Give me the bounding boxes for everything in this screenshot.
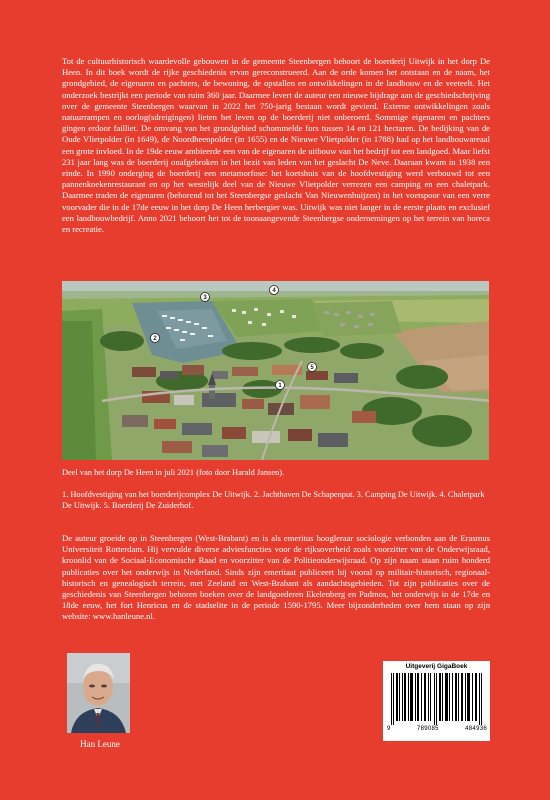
marker-3: 3 [203,295,207,302]
publisher-label: Uitgeverij GigaBoek [405,663,468,670]
isbn-group-2: 484936 [465,726,487,732]
author-bio: De auteur groeide op in Steenbergen (West-Brabant) en is als emeritus hoogleraar sociologie verbonden aan de Erasmus Universiteit Rotterdam. Hij vervulde diverse adviesfuncties voor de rijksoverheid zoals voorzitter van de Onderwijsraad, kroonlid van de Sociaal-Economische Raad en voorzitter van de Politieonderwijsraad. Op zijn naam staan ruim honderd publicaties over het onderwijs in Nederland. Sinds zijn emeritaat publiceert hij vooral op militair-historisch, regionaal-historisch en genealogisch terrein, met Zeeland en West-Brabant als aandachtsgebieden. Tot zijn publicaties over de geschiedenis van Steenbergen behoren boeken over de landgoederen Ekelenberg en Padmos, het onderwijs in de 17de en 18de eeuw, het fort Henricus en de stadselite in de periode 1590-1795. Meer bijzonderheden over hem staan op zijn website: www.hanleune.nl. [62,533,490,622]
aerial-photo [62,281,489,460]
isbn-group-1: 789085 [416,726,439,732]
marker-2: 2 [153,336,157,343]
photo-caption: Deel van het dorp De Heen in juli 2021 (foto door Harald Jansen). [62,468,285,477]
book-blurb: Tot de cultuurhistorisch waardevolle gebouwen in de gemeente Steenbergen behoort de boerderij Uitwijk in het dorp De Heen. In dit boek wordt de rijke geschiedenis ervan gereconstrueerd. Aan de orde komen het ontstaan en de naam, het grondgebied, de eigenaren en pachters, de bewoning, de opstallen en ontwikkelingen in de landbouw en de veeteelt. Het onderzoek bestrijkt een periode van ruim 360 jaar. Daarmee levert de auteur een nieuwe bijdrage aan de geschiedschrijving over de gemeente Steenbergen waarvan in 2022 het 750-jarig bestaan wordt gevierd. Externe ontwikkelingen zoals natuurrampen en oorlog(sdreigingen) lieten het leven op de boerderij niet onberoerd. Sommige eigenaren en pachters gingen erdoor failliet. De omvang van het grondgebied schommelde fors tussen 14 en 121 hectaren. De bedijking van de Oude Vlietpolder (in 1649), de Noordheenpolder (in 1655) en de Nieuwe Vlietpolder (in 1788) had op het landbouwareaal een grote invloed. In de 19de eeuw ambieerde een van de eigenaren de uitbouw van het bedrijf tot een landgoed. Maar liefst 231 jaar lang was de boerderij onafgebroken in het bezit van leden van het geslacht De Neve. Daaraan kwam in 1938 een einde. In 1990 onderging de boerderij een metamorfose: het koetshuis van de hoofdvestiging werd verbouwd tot een pannenkoekenrestaurant en op het westelijk deel van de Nieuwe Vlietpolder verrezen een camping en een chaletpark. Daarmee traden de eigenaren (behorend tot het Steenbergse geslacht Van Nieuwenhuijzen) in het voetspoor van een verre voorvader die in de 17de eeuw in het dorp De Heen herbergier was. Uitwijk was niet langer in de eerste plaats en exclusief een landbouwbedrijf. Anno 2021 behoort het tot de toonaangevende Steenbergse ondernemingen op het terrein van horeca en recreatie. [62,56,490,235]
author-portrait [67,653,130,733]
marker-4: 4 [272,288,276,295]
marker-1: 1 [278,383,282,390]
barcode-bars [389,673,484,725]
isbn-number [387,726,487,732]
photo-legend: 1. Hoofdvestiging van het boerderijcomplex De Uitwijk. 2. Jachthaven De Schapenput. 3. Camping De Uitwijk. 4. Chaletpark De Uitwijk. 5. Boerderij De Zuiderhof. [62,490,485,511]
isbn-prefix: 9 [387,726,391,732]
author-name: Han Leune [80,739,120,749]
marker-5: 5 [310,365,314,372]
isbn-barcode [383,661,490,741]
